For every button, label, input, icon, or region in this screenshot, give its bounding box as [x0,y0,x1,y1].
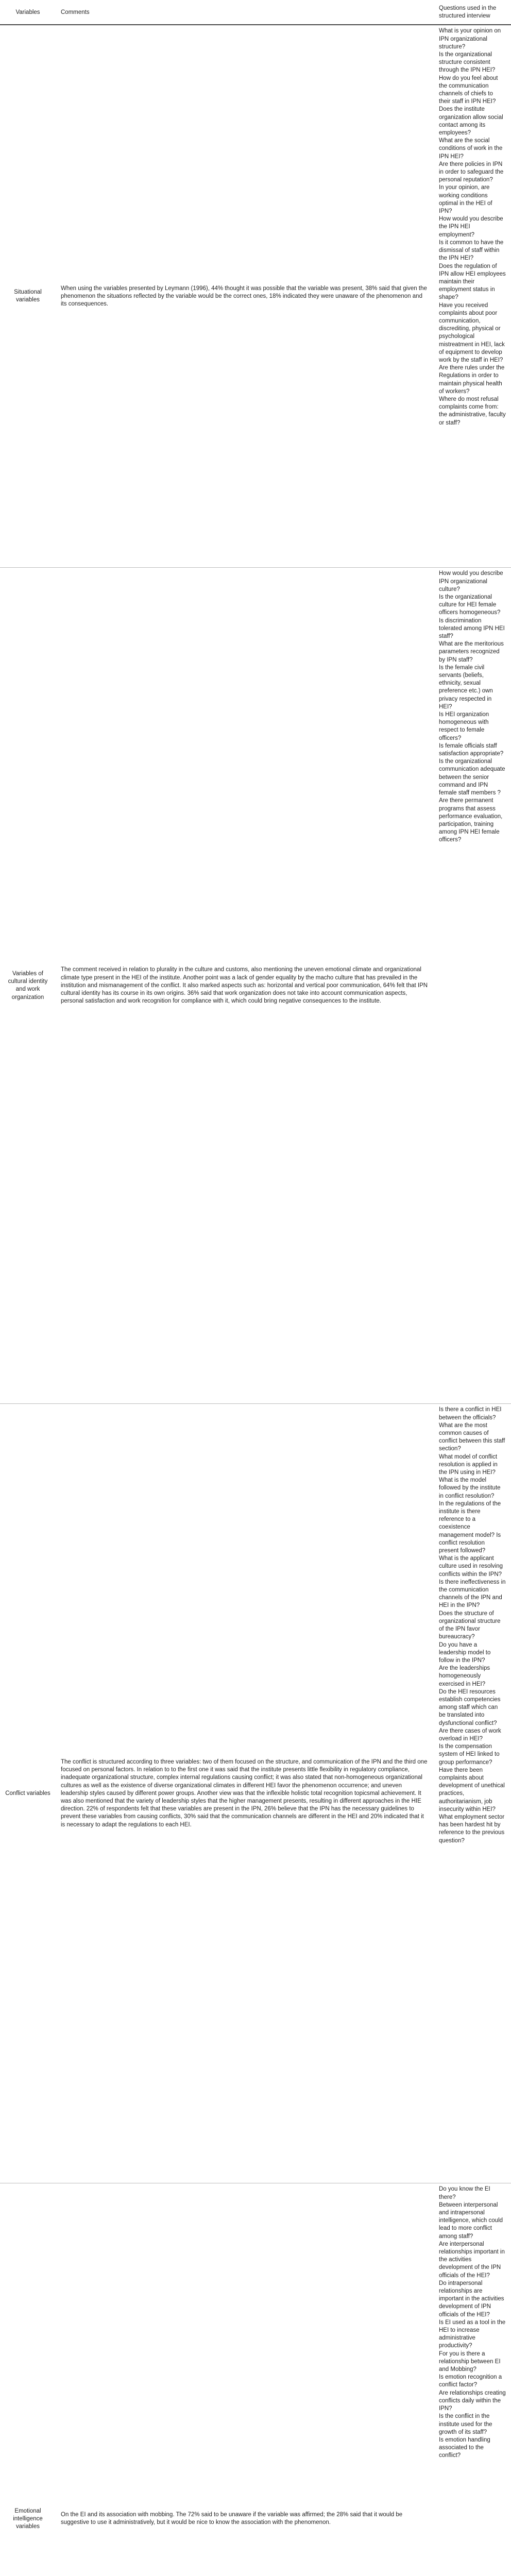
table-row [0,568,511,1404]
question-item: Are there rules under the Regulations in order to maintain physical health of workers? [439,365,505,395]
question-item: Is emotion handling associated to the conflict? [439,2436,490,2459]
question-item: What is the model followed by the institute in conflict resolution? [439,1477,501,1499]
question-item: Is discrimination tolerated among IPN HEI staff? [439,617,505,640]
header-comments: Comments [56,0,434,25]
question-item: For you is there a relationship between EI and Mobbing? [439,2350,501,2373]
table-row [0,2183,511,2576]
question-item: Is the compensation system of HEI linked to group performance? [439,1743,500,1766]
question-item: Have there been complaints about development of unethical practices, authoritarianism, job insecurity within HEI? [439,1767,505,1812]
question-item: Is there a conflict in HEI between the officials? [439,1406,502,1421]
question-item: What are the meritorious parameters recognized by IPN staff? [439,641,504,663]
question-item: Is emotion recognition a conflict factor? [439,2374,502,2388]
question-item: Do you know the EI there? [439,2186,490,2200]
header-variables: Variables [0,0,56,25]
question-item: Do the HEI resources establish competencies among staff which can be translated into dysfunctional conflict? [439,1688,501,1726]
question-item: Do you have a leadership model to follow in the IPN? [439,1641,491,1664]
table-header-row [0,0,511,25]
header-questions: Questions used in the structured interview [434,0,511,25]
table-row [0,25,511,568]
variable-cell: Variables of cultural identity and work organization [0,568,56,1404]
question-item: Is the organizational structure consistent through the IPN HEI? [439,52,496,74]
table-body [0,25,511,2576]
question-item: Does the institute organization allow social contact among its employees? [439,106,503,137]
questions-cell [434,25,511,568]
question-item: What is the applicant culture used in resolving conflicts within the IPN? [439,1555,503,1578]
question-item: In your opinion, are working conditions optimal in the HEI of IPN? [439,184,492,215]
question-item: Is female officials staff satisfaction appropriate? [439,742,504,757]
question-item: Are the leaderships homogeneously exercised in HEI? [439,1665,490,1687]
comment-cell: On the EI and its association with mobbing. The 72% said to be unaware if the variable was affirmed; the 28% said that it would be suggestive to use it administratively, but it would be nice to know the association with the phenomenon. [56,2183,434,2576]
question-item: Is HEI organization homogeneous with respect to female officers? [439,711,489,741]
question-item: Are there cases of work overload in HEI? [439,1727,501,1742]
comment-cell: The comment received in relation to plurality in the culture and customs, also mentioning the uneven emotional climate and organizational climate type present in the HEI of the institute. Another point was a lack of gender equality by the macho culture that has prevailed in the institution and mismanagement of the conflict. It also marked aspects such as: horizontal and vertical poor communication, 64% felt that IPN cultural identity has its course in its own origins. 36% said that work organization does not take into account communication aspects, personal satisfaction and work recognition for compliance with it, which could bring negative consequences to the institute. [56,568,434,1404]
question-item: How do you feel about the communication channels of chiefs to their staff in IPN HEI? [439,75,498,105]
variable-cell: Emotional intelligence variables [0,2183,56,2576]
questions-cell [434,1404,511,2183]
question-item: What employment sector has been hardest hit by reference to the previous question? [439,1814,505,1844]
comment-cell: The conflict is structured according to three variables: two of them focused on the structure, and communication of the IPN and the third one focused on personal factors. In relation to to the first one it was said that the institute presents little flexibility in regulatory compliance, inadequate organizational structure, complex internal regulations causing conflict; it was also stated that non-homogeneous organizational cultures as well as the existence of diverse organizational climates in different HEI favor the phenomenon occurrence; and uneven leadership styles caused by different power groups. Another view was that the inflexible holistic total recognition topicsmal achievement. It was also mentioned that the variety of leadership styles that the higher management presents, resulting in different approaches in the HIE direction. 22% of respondents felt that these variables are present in the IPN, 26% believe that the IPN has the necessary guidelines to prevent these variables from causing conflicts, 30% said that the communication channels are different in the HEI and 20% indicated that it is necessary to adapt the regulations to each HEI. [56,1404,434,2183]
question-item: What are the most common causes of conflict between this staff section? [439,1422,505,1452]
question-item: Are interpersonal relationships important in the activities development of the IPN officials of the HEI? [439,2241,505,2279]
questions-cell [434,568,511,1404]
question-item: How would you describe IPN organizational culture? [439,570,503,592]
question-item: Is it common to have the dismissal of staff within the IPN HEI? [439,239,504,262]
question-item: How would you describe the IPN HEI employment? [439,216,503,238]
question-item: Is the organizational culture for HEI female officers homogeneous? [439,594,501,616]
question-item: Is the conflict in the institute used for the growth of its staff? [439,2413,492,2435]
question-item: Are there permanent programs that assess performance evaluation, participation, training among IPN HEI female officers? [439,798,503,843]
question-item: Is the organizational communication adequate between the senior command and IPN female staff members ? [439,758,505,796]
question-item: Is there ineffectiveness in the communication channels of the IPN and HEI in the IPN? [439,1579,506,1609]
question-item: Is the female civil servants (beliefs, ethnicity, sexual preference etc.) own privacy respected in HEI? [439,664,493,710]
question-item: Are relationships creating conflicts daily within the IPN? [439,2389,506,2412]
question-item: Do intrapersonal relationships are important in the activities development of IPN officials of the HEI? [439,2280,504,2318]
question-item: Have you received complaints about poor communication, discrediting, physical or psychological mistreatment in HEI, lack of equipment to develop work by the staff in HEI? [439,302,505,363]
question-item: Does the regulation of IPN allow HEI employees maintain their employment status in shape? [439,263,506,301]
question-item: Where do most refusal complaints come from: the administrative, faculty or staff? [439,396,506,426]
question-item: Between interpersonal and intrapersonal intelligence, which could lead to more conflict among staff? [439,2201,503,2240]
question-item: In the regulations of the institute is there reference to a coexistence management model? Is conflict resolution present followed? [439,1500,501,1554]
variable-cell: Situational variables [0,25,56,568]
question-item: Are there policies in IPN in order to safeguard the personal reputation? [439,161,504,183]
comment-cell: When using the variables presented by Leymann (1996), 44% thought it was possible that the variable was present, 38% said that given the phenomenon the situations reflected by the variable would be the correct ones, 18% indicated they were unaware of the phenomenon and its consequences. [56,25,434,568]
question-item: Is EI used as a tool in the HEI to increase administrative productivity? [439,2319,506,2349]
question-item: What are the social conditions of work in the IPN HEI? [439,138,503,160]
questions-cell [434,2183,511,2576]
table-row [0,1404,511,2183]
question-item: What is your opinion on IPN organizational structure? [439,28,501,50]
variable-cell: Conflict variables [0,1404,56,2183]
question-item: What model of conflict resolution is applied in the IPN using in HEI? [439,1453,498,1476]
question-item: Does the structure of organizational structure of the IPN favor bureaucracy? [439,1610,501,1640]
